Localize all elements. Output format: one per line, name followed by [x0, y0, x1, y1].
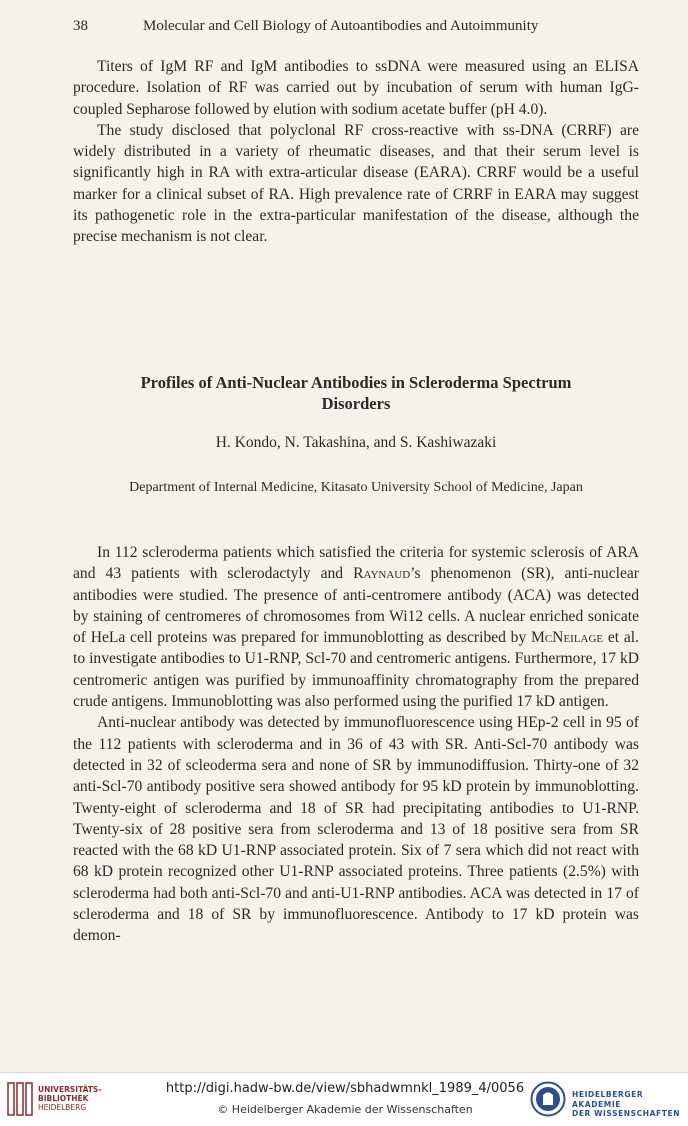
text-run: In 112 scleroderma patients which satisfied the criteria for systemic sclerosis of ARA and 43 patients with sclerodactyly and	[73, 544, 639, 583]
academy-seal-icon	[530, 1081, 566, 1117]
cited-name: Raynaud	[353, 565, 411, 583]
article-title	[73, 372, 639, 414]
journal-title: Molecular and Cell Biology of Autoantibodies and Autoimmunity	[143, 18, 539, 34]
library-name-line: BIBLIOTHEK	[38, 1094, 89, 1103]
library-name-line: HEIDELBERG	[38, 1103, 87, 1112]
library-name-line: UNIVERSITÄTS-	[38, 1085, 102, 1094]
article-title-line: Disorders	[321, 394, 391, 413]
text-run: et al. to investigate antibodies to U1-RNP, Scl-70 and centromeric antigens. Furthermore, 17 kD centromeric antigen was purified by immunoaffinity chromatography from the prepared crude antigens. Immunoblotting was also performed using the purified 17 kD antigen.	[73, 629, 639, 711]
article-title-line: Profiles of Anti-Nuclear Antibodies in Scleroderma Spectrum	[140, 373, 572, 392]
cited-name: McNeilage	[530, 629, 604, 647]
digitization-footer	[0, 1072, 688, 1126]
paragraph	[73, 542, 639, 712]
paragraph: The study disclosed that polyclonal RF cross-reactive with ss-DNA (CRRF) are widely distributed in a variety of rheumatic diseases, and that their serum level is significantly high in RA with extra-articular disease (EARA). CRRF would be a useful marker for a clinical subset of RA. High prevalence rate of CRRF in EARA may suggest its pathogenetic role in the extra-particular manifestation of the disease, although the precise mechanism is not clear.	[73, 121, 639, 246]
permalink-url[interactable]: http://digi.hadw-bw.de/view/sbhadwmnkl_1989_4/0056	[165, 1081, 525, 1096]
previous-abstract-text	[73, 56, 639, 248]
academy-name	[572, 1090, 688, 1119]
paragraph: Titers of IgM RF and IgM antibodies to ssDNA were measured using an ELISA procedure. Isolation of RF was carried out by incubation of serum with human IgG-coupled Sepharose followed by elution with sodium acetate buffer (pH 4.0).	[73, 58, 639, 118]
text-run: ’s phenomenon (SR), anti-nuclear antibodies were studied. The presence of anti-centromere antibody (ACA) was detected by staining of centromeres of chromosomes from Wi12 cells. A nuclear enriched sonicate of HeLa cell proteins was prepared for immunoblotting as described by	[73, 565, 639, 647]
affiliation: Department of Internal Medicine, Kitasato University School of Medicine, Japan	[129, 480, 583, 495]
library-logo-icon	[6, 1081, 34, 1117]
academy-name-line: HEIDELBERGER AKADEMIE	[572, 1090, 644, 1109]
academy-name-line: DER WISSENSCHAFTEN	[572, 1109, 681, 1118]
paragraph: Anti-nuclear antibody was detected by immunofluorescence using HEp-2 cell in 95 of the 112 patients with scleroderma and in 36 of 43 with SR. Anti-Scl-70 antibody was detected in 32 of scleoderma sera and none of SR by immunodiffusion. Thirty-one of 32 anti-Scl-70 antibody positive sera showed antibody for 95 kD protein by immunoblotting. Twenty-eight of scleroderma and 18 of SR had precipitating antibodies to U1-RNP. Twenty-six of 28 positive sera from scleroderma and 13 of 18 positive sera from SR reacted with the 68 kD U1-RNP associated protein. Six of 7 sera which did not react with 68 kD protein recognized other U1-RNP associated proteins. Three patients (2.5%) with scleroderma had both anti-Scl-70 and anti-U1-RNP antibodies. ACA was detected in 17 of scleroderma and 18 of SR by immunofluorescence. Antibody to 17 kD protein was demon-	[73, 714, 639, 945]
library-name	[38, 1085, 101, 1112]
page-number: 38	[73, 18, 88, 34]
running-head	[73, 18, 645, 40]
copyright-notice: © Heidelberger Akademie der Wissenschaften	[217, 1103, 473, 1116]
authors: H. Kondo, N. Takashina, and S. Kashiwazaki	[215, 434, 497, 451]
abstract-body	[73, 542, 639, 947]
